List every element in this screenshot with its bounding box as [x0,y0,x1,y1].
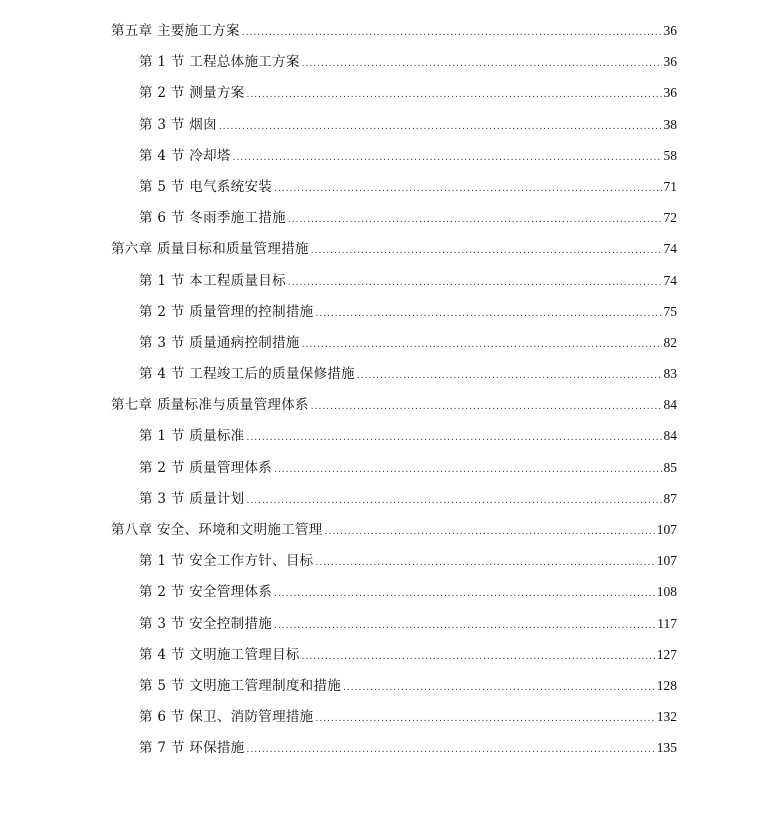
toc-entry-label: 第 6 节 冬雨季施工措施 [139,210,286,227]
dot-leader [246,423,661,454]
toc-entry-label: 第 3 节 质量计划 [139,490,245,507]
dot-leader [325,517,655,548]
dot-leader [274,455,661,486]
toc-entry-label: 第 3 节 烟囱 [139,116,217,133]
toc-entry-page-number: 85 [663,459,677,475]
toc-entry-page-number: 75 [663,303,677,319]
toc-entry-label: 第 2 节 质量管理的控制措施 [139,303,314,320]
toc-entry-page-number: 84 [663,428,677,444]
toc-entry-label: 第 5 节 文明施工管理制度和措施 [139,677,342,694]
dot-leader [302,642,655,673]
dot-leader [246,735,654,766]
toc-entry-section[interactable] [111,77,677,108]
toc-entry-label: 第 2 节 质量管理体系 [139,459,273,476]
toc-entry-label: 第 3 节 质量通病控制措施 [139,334,300,351]
toc-entry-page-number: 108 [656,584,677,600]
toc-entry-label: 第 7 节 环保措施 [139,740,245,757]
toc-entry-label: 第 1 节 本工程质量目标 [139,272,286,289]
toc-entry-page-number: 74 [663,241,677,257]
toc-entry-label: 第 6 节 保卫、消防管理措施 [139,709,314,726]
toc-entry-section[interactable] [111,327,677,358]
dot-leader [233,143,662,174]
toc-entry-page-number: 117 [657,615,677,631]
toc-entry-label: 第五章 主要施工方案 [111,23,240,39]
toc-entry-label: 第 4 节 文明施工管理目标 [139,646,300,663]
toc-entry-chapter[interactable] [111,514,677,545]
toc-entry-section[interactable] [111,420,677,451]
toc-entry-section[interactable] [111,701,677,732]
toc-entry-section[interactable] [111,483,677,514]
toc-entry-section[interactable] [111,358,677,389]
toc-entry-label: 第 2 节 安全管理体系 [139,584,273,601]
toc-entry-label: 第 4 节 冷却塔 [139,147,231,164]
toc-entry-section[interactable] [111,140,677,171]
dot-leader [315,299,661,330]
toc-entry-label: 第八章 安全、环境和文明施工管理 [111,522,323,538]
dot-leader [357,361,662,392]
dot-leader [274,611,655,642]
toc-entry-chapter[interactable] [111,389,677,420]
toc-entry-chapter[interactable] [111,233,677,264]
toc-entry-chapter[interactable] [111,15,677,46]
toc-entry-section[interactable] [111,576,677,607]
toc-entry-section[interactable] [111,545,677,576]
toc-entry-section[interactable] [111,732,677,763]
dot-leader [246,80,661,111]
toc-entry-section[interactable] [111,639,677,670]
toc-entry-section[interactable] [111,296,677,327]
dot-leader [246,486,661,517]
toc-entry-page-number: 36 [663,54,677,70]
dot-leader [315,704,654,735]
dot-leader [315,548,654,579]
dot-leader [343,673,655,704]
toc-entry-section[interactable] [111,46,677,77]
toc-entry-page-number: 36 [663,23,677,38]
toc-entry-label: 第 1 节 工程总体施工方案 [139,54,300,71]
toc-entry-label: 第 3 节 安全控制措施 [139,615,273,632]
dot-leader [274,174,661,205]
table-of-contents [111,15,677,764]
dot-leader [302,49,662,80]
dot-leader [288,268,662,299]
toc-entry-page-number: 107 [656,522,677,537]
dot-leader [311,236,662,267]
toc-entry-label: 第 1 节 质量标准 [139,428,245,445]
dot-leader [302,330,662,361]
toc-entry-label: 第 2 节 测量方案 [139,85,245,102]
dot-leader [311,392,662,423]
dot-leader [242,18,662,49]
toc-entry-page-number: 132 [656,709,677,725]
toc-entry-label: 第 1 节 安全工作方针、目标 [139,553,314,570]
toc-entry-section[interactable] [111,670,677,701]
toc-entry-label: 第七章 质量标准与质量管理体系 [111,397,309,414]
toc-entry-section[interactable] [111,452,677,483]
toc-entry-page-number: 83 [663,366,677,382]
toc-entry-label: 第 4 节 工程竣工后的质量保修措施 [139,366,355,383]
toc-entry-page-number: 84 [663,397,677,413]
toc-entry-page-number: 71 [663,178,677,194]
dot-leader [219,112,662,143]
toc-entry-page-number: 72 [663,210,677,226]
toc-entry-section[interactable] [111,608,677,639]
toc-entry-page-number: 135 [656,740,677,756]
toc-entry-section[interactable] [111,265,677,296]
toc-entry-section[interactable] [111,109,677,140]
dot-leader [288,205,662,236]
toc-entry-page-number: 128 [656,677,677,693]
toc-entry-page-number: 58 [663,147,677,163]
toc-entry-page-number: 127 [656,646,677,662]
toc-entry-page-number: 87 [663,490,677,506]
toc-entry-label: 第 5 节 电气系统安装 [139,178,273,195]
toc-entry-label: 第六章 质量目标和质量管理措施 [111,241,309,258]
toc-entry-page-number: 36 [663,85,677,101]
toc-entry-section[interactable] [111,171,677,202]
toc-entry-page-number: 107 [656,553,677,569]
toc-entry-page-number: 38 [663,116,677,132]
dot-leader [274,579,655,610]
toc-entry-page-number: 74 [663,272,677,288]
toc-entry-section[interactable] [111,202,677,233]
toc-entry-page-number: 82 [663,334,677,350]
